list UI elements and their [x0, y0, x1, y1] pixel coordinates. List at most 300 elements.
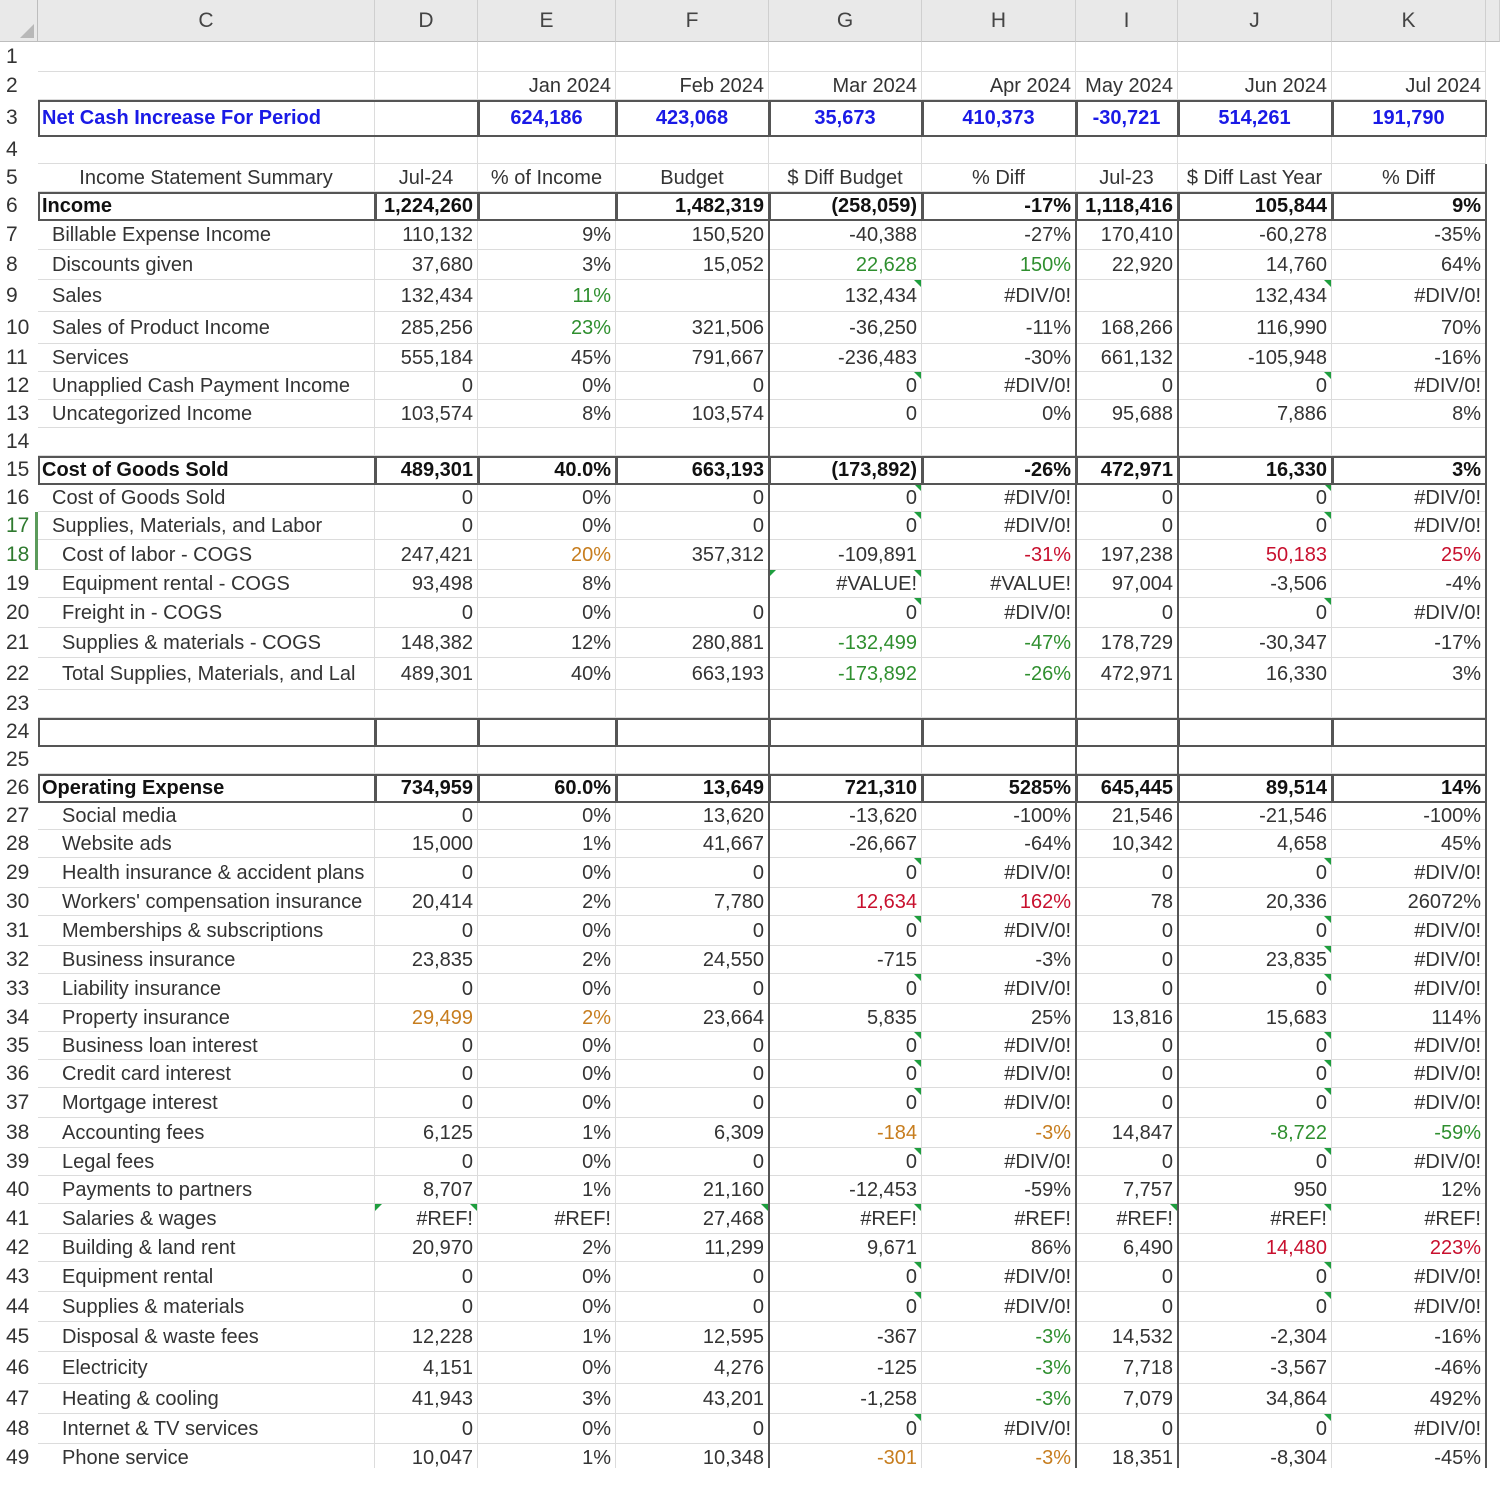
cell-K32[interactable]: #DIV/0! [1332, 946, 1486, 974]
cell-D6[interactable]: 1,224,260 [375, 192, 478, 220]
cell-I44[interactable]: 0 [1076, 1292, 1178, 1322]
cell-J44[interactable]: 0 [1178, 1292, 1332, 1322]
cell-E17[interactable]: 0% [478, 512, 616, 540]
cell-G9[interactable]: 132,434 [769, 280, 922, 312]
cell-D13[interactable]: 103,574 [375, 400, 478, 428]
cell-J3[interactable]: 514,261 [1178, 100, 1332, 136]
cell-J34[interactable]: 15,683 [1178, 1004, 1332, 1032]
cell-J12[interactable]: 0 [1178, 372, 1332, 400]
cell-K16[interactable]: #DIV/0! [1332, 484, 1486, 512]
cell-G13[interactable]: 0 [769, 400, 922, 428]
cell-J48[interactable]: 0 [1178, 1414, 1332, 1444]
cell-D32[interactable]: 23,835 [375, 946, 478, 974]
cell-C48[interactable]: Internet & TV services [38, 1414, 375, 1444]
cell-K35[interactable]: #DIV/0! [1332, 1032, 1486, 1060]
cell-D4[interactable] [375, 136, 478, 164]
cell-H42[interactable]: 86% [922, 1234, 1076, 1262]
cell-H5[interactable]: % Diff [922, 164, 1076, 192]
cell-K25[interactable] [1332, 746, 1486, 774]
cell-F25[interactable] [616, 746, 769, 774]
cell-G29[interactable]: 0 [769, 858, 922, 888]
cell-F48[interactable]: 0 [616, 1414, 769, 1444]
row-header-9[interactable]: 9 [0, 280, 38, 312]
row-header-5[interactable]: 5 [0, 164, 38, 192]
cell-F32[interactable]: 24,550 [616, 946, 769, 974]
cell-F16[interactable]: 0 [616, 484, 769, 512]
cell-J22[interactable]: 16,330 [1178, 658, 1332, 690]
cell-E7[interactable]: 9% [478, 220, 616, 250]
cell-H7[interactable]: -27% [922, 220, 1076, 250]
cell-C41[interactable]: Salaries & wages [38, 1204, 375, 1234]
cell-C2[interactable] [38, 72, 375, 100]
cell-F17[interactable]: 0 [616, 512, 769, 540]
cell-K46[interactable]: -46% [1332, 1352, 1486, 1384]
cell-I11[interactable]: 661,132 [1076, 344, 1178, 372]
cell-E11[interactable]: 45% [478, 344, 616, 372]
cell-K8[interactable]: 64% [1332, 250, 1486, 280]
cell-K43[interactable]: #DIV/0! [1332, 1262, 1486, 1292]
cell-H28[interactable]: -64% [922, 830, 1076, 858]
cell-J38[interactable]: -8,722 [1178, 1118, 1332, 1148]
cell-J43[interactable]: 0 [1178, 1262, 1332, 1292]
cell-C45[interactable]: Disposal & waste fees [38, 1322, 375, 1352]
cell-J35[interactable]: 0 [1178, 1032, 1332, 1060]
cell-H37[interactable]: #DIV/0! [922, 1088, 1076, 1118]
cell-J45[interactable]: -2,304 [1178, 1322, 1332, 1352]
cell-C12[interactable]: Unapplied Cash Payment Income [38, 372, 375, 400]
cell-K7[interactable]: -35% [1332, 220, 1486, 250]
cell-C24[interactable] [38, 718, 375, 746]
cell-F35[interactable]: 0 [616, 1032, 769, 1060]
row-header-25[interactable]: 25 [0, 746, 38, 774]
cell-E16[interactable]: 0% [478, 484, 616, 512]
cell-G2[interactable]: Mar 2024 [769, 72, 922, 100]
cell-F45[interactable]: 12,595 [616, 1322, 769, 1352]
cell-I4[interactable] [1076, 136, 1178, 164]
cell-J14[interactable] [1178, 428, 1332, 456]
cell-E47[interactable]: 3% [478, 1384, 616, 1414]
cell-E30[interactable]: 2% [478, 888, 616, 916]
cell-E21[interactable]: 12% [478, 628, 616, 658]
cell-E20[interactable]: 0% [478, 598, 616, 628]
cell-G44[interactable]: 0 [769, 1292, 922, 1322]
cell-H47[interactable]: -3% [922, 1384, 1076, 1414]
cell-C33[interactable]: Liability insurance [38, 974, 375, 1004]
cell-G12[interactable]: 0 [769, 372, 922, 400]
cell-F3[interactable]: 423,068 [616, 100, 769, 136]
cell-F13[interactable]: 103,574 [616, 400, 769, 428]
cell-C37[interactable]: Mortgage interest [38, 1088, 375, 1118]
cell-D42[interactable]: 20,970 [375, 1234, 478, 1262]
cell-J23[interactable] [1178, 690, 1332, 718]
cell-D41[interactable]: #REF! [375, 1204, 478, 1234]
cell-F1[interactable] [616, 42, 769, 72]
cell-K10[interactable]: 70% [1332, 312, 1486, 344]
cell-G39[interactable]: 0 [769, 1148, 922, 1176]
cell-E31[interactable]: 0% [478, 916, 616, 946]
cell-I20[interactable]: 0 [1076, 598, 1178, 628]
cell-K5[interactable]: % Diff [1332, 164, 1486, 192]
cell-F41[interactable]: 27,468 [616, 1204, 769, 1234]
cell-D27[interactable]: 0 [375, 802, 478, 830]
cell-I32[interactable]: 0 [1076, 946, 1178, 974]
cell-F15[interactable]: 663,193 [616, 456, 769, 484]
column-header-e[interactable]: E [478, 0, 616, 42]
cell-J31[interactable]: 0 [1178, 916, 1332, 946]
cell-F5[interactable]: Budget [616, 164, 769, 192]
cell-H25[interactable] [922, 746, 1076, 774]
cell-J40[interactable]: 950 [1178, 1176, 1332, 1204]
cell-E39[interactable]: 0% [478, 1148, 616, 1176]
cell-G1[interactable] [769, 42, 922, 72]
cell-D24[interactable] [375, 718, 478, 746]
cell-E26[interactable]: 60.0% [478, 774, 616, 802]
row-header-19[interactable]: 19 [0, 570, 38, 598]
row-header-35[interactable]: 35 [0, 1032, 38, 1060]
cell-I42[interactable]: 6,490 [1076, 1234, 1178, 1262]
row-header-31[interactable]: 31 [0, 916, 38, 946]
cell-H13[interactable]: 0% [922, 400, 1076, 428]
cell-F34[interactable]: 23,664 [616, 1004, 769, 1032]
row-header-42[interactable]: 42 [0, 1234, 38, 1262]
cell-D8[interactable]: 37,680 [375, 250, 478, 280]
cell-C19[interactable]: Equipment rental - COGS [38, 570, 375, 598]
cell-H22[interactable]: -26% [922, 658, 1076, 690]
cell-J49[interactable]: -8,304 [1178, 1444, 1332, 1468]
cell-G20[interactable]: 0 [769, 598, 922, 628]
cell-D38[interactable]: 6,125 [375, 1118, 478, 1148]
cell-E41[interactable]: #REF! [478, 1204, 616, 1234]
cell-E48[interactable]: 0% [478, 1414, 616, 1444]
cell-K41[interactable]: #REF! [1332, 1204, 1486, 1234]
cell-G7[interactable]: -40,388 [769, 220, 922, 250]
cell-H41[interactable]: #REF! [922, 1204, 1076, 1234]
cell-H40[interactable]: -59% [922, 1176, 1076, 1204]
cell-G43[interactable]: 0 [769, 1262, 922, 1292]
cell-H32[interactable]: -3% [922, 946, 1076, 974]
cell-H23[interactable] [922, 690, 1076, 718]
cell-H27[interactable]: -100% [922, 802, 1076, 830]
cell-I5[interactable]: Jul-23 [1076, 164, 1178, 192]
cell-J46[interactable]: -3,567 [1178, 1352, 1332, 1384]
column-header-f[interactable]: F [616, 0, 769, 42]
cell-C10[interactable]: Sales of Product Income [38, 312, 375, 344]
cell-E1[interactable] [478, 42, 616, 72]
cell-I13[interactable]: 95,688 [1076, 400, 1178, 428]
cell-J2[interactable]: Jun 2024 [1178, 72, 1332, 100]
column-header-c[interactable]: C [38, 0, 375, 42]
cell-C42[interactable]: Building & land rent [38, 1234, 375, 1262]
row-header-11[interactable]: 11 [0, 344, 38, 372]
cell-H15[interactable]: -26% [922, 456, 1076, 484]
cell-D20[interactable]: 0 [375, 598, 478, 628]
row-header-22[interactable]: 22 [0, 658, 38, 690]
cell-D39[interactable]: 0 [375, 1148, 478, 1176]
cell-K40[interactable]: 12% [1332, 1176, 1486, 1204]
cell-H26[interactable]: 5285% [922, 774, 1076, 802]
cell-C31[interactable]: Memberships & subscriptions [38, 916, 375, 946]
cell-J15[interactable]: 16,330 [1178, 456, 1332, 484]
cell-I41[interactable]: #REF! [1076, 1204, 1178, 1234]
cell-K33[interactable]: #DIV/0! [1332, 974, 1486, 1004]
cell-K22[interactable]: 3% [1332, 658, 1486, 690]
cell-F20[interactable]: 0 [616, 598, 769, 628]
cell-J16[interactable]: 0 [1178, 484, 1332, 512]
cell-D34[interactable]: 29,499 [375, 1004, 478, 1032]
cell-J4[interactable] [1178, 136, 1332, 164]
cell-C40[interactable]: Payments to partners [38, 1176, 375, 1204]
cell-D17[interactable]: 0 [375, 512, 478, 540]
cell-I12[interactable]: 0 [1076, 372, 1178, 400]
cell-D46[interactable]: 4,151 [375, 1352, 478, 1384]
cell-H31[interactable]: #DIV/0! [922, 916, 1076, 946]
cell-C36[interactable]: Credit card interest [38, 1060, 375, 1088]
cell-E24[interactable] [478, 718, 616, 746]
cell-J24[interactable] [1178, 718, 1332, 746]
cell-K42[interactable]: 223% [1332, 1234, 1486, 1262]
cell-F8[interactable]: 15,052 [616, 250, 769, 280]
cell-F2[interactable]: Feb 2024 [616, 72, 769, 100]
row-header-38[interactable]: 38 [0, 1118, 38, 1148]
row-header-46[interactable]: 46 [0, 1352, 38, 1384]
cell-I18[interactable]: 197,238 [1076, 540, 1178, 570]
cell-K12[interactable]: #DIV/0! [1332, 372, 1486, 400]
cell-I45[interactable]: 14,532 [1076, 1322, 1178, 1352]
cell-C23[interactable] [38, 690, 375, 718]
cell-I15[interactable]: 472,971 [1076, 456, 1178, 484]
cell-C14[interactable] [38, 428, 375, 456]
cell-F47[interactable]: 43,201 [616, 1384, 769, 1414]
cell-G24[interactable] [769, 718, 922, 746]
row-header-27[interactable]: 27 [0, 802, 38, 830]
cell-J39[interactable]: 0 [1178, 1148, 1332, 1176]
cell-F29[interactable]: 0 [616, 858, 769, 888]
cell-F21[interactable]: 280,881 [616, 628, 769, 658]
cell-J26[interactable]: 89,514 [1178, 774, 1332, 802]
cell-H44[interactable]: #DIV/0! [922, 1292, 1076, 1322]
cell-F26[interactable]: 13,649 [616, 774, 769, 802]
cell-D25[interactable] [375, 746, 478, 774]
cell-H43[interactable]: #DIV/0! [922, 1262, 1076, 1292]
cell-G25[interactable] [769, 746, 922, 774]
cell-J36[interactable]: 0 [1178, 1060, 1332, 1088]
cell-G28[interactable]: -26,667 [769, 830, 922, 858]
cell-E49[interactable]: 1% [478, 1444, 616, 1468]
cell-F24[interactable] [616, 718, 769, 746]
cell-E25[interactable] [478, 746, 616, 774]
cell-H6[interactable]: -17% [922, 192, 1076, 220]
cell-I38[interactable]: 14,847 [1076, 1118, 1178, 1148]
cell-D14[interactable] [375, 428, 478, 456]
cell-H11[interactable]: -30% [922, 344, 1076, 372]
cell-I10[interactable]: 168,266 [1076, 312, 1178, 344]
cell-E15[interactable]: 40.0% [478, 456, 616, 484]
cell-D26[interactable]: 734,959 [375, 774, 478, 802]
cell-E46[interactable]: 0% [478, 1352, 616, 1384]
cell-J11[interactable]: -105,948 [1178, 344, 1332, 372]
cell-K9[interactable]: #DIV/0! [1332, 280, 1486, 312]
cell-I19[interactable]: 97,004 [1076, 570, 1178, 598]
cell-F7[interactable]: 150,520 [616, 220, 769, 250]
cell-J42[interactable]: 14,480 [1178, 1234, 1332, 1262]
row-header-30[interactable]: 30 [0, 888, 38, 916]
cell-I34[interactable]: 13,816 [1076, 1004, 1178, 1032]
cell-H39[interactable]: #DIV/0! [922, 1148, 1076, 1176]
row-header-37[interactable]: 37 [0, 1088, 38, 1118]
cell-J29[interactable]: 0 [1178, 858, 1332, 888]
cell-F39[interactable]: 0 [616, 1148, 769, 1176]
cell-E27[interactable]: 0% [478, 802, 616, 830]
cell-F12[interactable]: 0 [616, 372, 769, 400]
cell-G23[interactable] [769, 690, 922, 718]
cell-I30[interactable]: 78 [1076, 888, 1178, 916]
cell-H45[interactable]: -3% [922, 1322, 1076, 1352]
cell-F4[interactable] [616, 136, 769, 164]
cell-H20[interactable]: #DIV/0! [922, 598, 1076, 628]
row-header-18[interactable]: 18 [0, 540, 38, 570]
cell-G18[interactable]: -109,891 [769, 540, 922, 570]
cell-F49[interactable]: 10,348 [616, 1444, 769, 1468]
row-header-41[interactable]: 41 [0, 1204, 38, 1234]
cell-K29[interactable]: #DIV/0! [1332, 858, 1486, 888]
cell-G32[interactable]: -715 [769, 946, 922, 974]
cell-H14[interactable] [922, 428, 1076, 456]
cell-C34[interactable]: Property insurance [38, 1004, 375, 1032]
cell-F42[interactable]: 11,299 [616, 1234, 769, 1262]
cell-G27[interactable]: -13,620 [769, 802, 922, 830]
cell-H1[interactable] [922, 42, 1076, 72]
cell-G30[interactable]: 12,634 [769, 888, 922, 916]
row-header-4[interactable]: 4 [0, 136, 38, 164]
cell-C6[interactable]: Income [38, 192, 375, 220]
cell-G46[interactable]: -125 [769, 1352, 922, 1384]
cell-E2[interactable]: Jan 2024 [478, 72, 616, 100]
cell-D21[interactable]: 148,382 [375, 628, 478, 658]
cell-E22[interactable]: 40% [478, 658, 616, 690]
cell-I39[interactable]: 0 [1076, 1148, 1178, 1176]
cell-D30[interactable]: 20,414 [375, 888, 478, 916]
row-header-17[interactable]: 17 [0, 512, 38, 540]
cell-D45[interactable]: 12,228 [375, 1322, 478, 1352]
cell-E14[interactable] [478, 428, 616, 456]
cell-G11[interactable]: -236,483 [769, 344, 922, 372]
column-header-i[interactable]: I [1076, 0, 1178, 42]
row-header-15[interactable]: 15 [0, 456, 38, 484]
row-header-34[interactable]: 34 [0, 1004, 38, 1032]
row-header-36[interactable]: 36 [0, 1060, 38, 1088]
cell-H18[interactable]: -31% [922, 540, 1076, 570]
cell-G38[interactable]: -184 [769, 1118, 922, 1148]
cell-D37[interactable]: 0 [375, 1088, 478, 1118]
cell-C20[interactable]: Freight in - COGS [38, 598, 375, 628]
row-header-20[interactable]: 20 [0, 598, 38, 628]
cell-E44[interactable]: 0% [478, 1292, 616, 1322]
cell-F43[interactable]: 0 [616, 1262, 769, 1292]
cell-G16[interactable]: 0 [769, 484, 922, 512]
cell-G26[interactable]: 721,310 [769, 774, 922, 802]
cell-I16[interactable]: 0 [1076, 484, 1178, 512]
cell-F22[interactable]: 663,193 [616, 658, 769, 690]
cell-E40[interactable]: 1% [478, 1176, 616, 1204]
cell-K19[interactable]: -4% [1332, 570, 1486, 598]
cell-G3[interactable]: 35,673 [769, 100, 922, 136]
cell-G34[interactable]: 5,835 [769, 1004, 922, 1032]
cell-G42[interactable]: 9,671 [769, 1234, 922, 1262]
row-header-1[interactable]: 1 [0, 42, 38, 72]
cell-H34[interactable]: 25% [922, 1004, 1076, 1032]
cell-F36[interactable]: 0 [616, 1060, 769, 1088]
cell-J32[interactable]: 23,835 [1178, 946, 1332, 974]
cell-G37[interactable]: 0 [769, 1088, 922, 1118]
cell-I46[interactable]: 7,718 [1076, 1352, 1178, 1384]
cell-C47[interactable]: Heating & cooling [38, 1384, 375, 1414]
cell-I2[interactable]: May 2024 [1076, 72, 1178, 100]
cell-D29[interactable]: 0 [375, 858, 478, 888]
cell-C11[interactable]: Services [38, 344, 375, 372]
cell-D44[interactable]: 0 [375, 1292, 478, 1322]
cell-F10[interactable]: 321,506 [616, 312, 769, 344]
cell-D2[interactable] [375, 72, 478, 100]
cell-J47[interactable]: 34,864 [1178, 1384, 1332, 1414]
cell-I7[interactable]: 170,410 [1076, 220, 1178, 250]
cell-K17[interactable]: #DIV/0! [1332, 512, 1486, 540]
cell-E9[interactable]: 11% [478, 280, 616, 312]
cell-K11[interactable]: -16% [1332, 344, 1486, 372]
cell-G33[interactable]: 0 [769, 974, 922, 1004]
cell-C16[interactable]: Cost of Goods Sold [38, 484, 375, 512]
cell-K28[interactable]: 45% [1332, 830, 1486, 858]
cell-D48[interactable]: 0 [375, 1414, 478, 1444]
cell-I43[interactable]: 0 [1076, 1262, 1178, 1292]
cell-D31[interactable]: 0 [375, 916, 478, 946]
cell-H4[interactable] [922, 136, 1076, 164]
cell-D35[interactable]: 0 [375, 1032, 478, 1060]
cell-F28[interactable]: 41,667 [616, 830, 769, 858]
cell-D28[interactable]: 15,000 [375, 830, 478, 858]
cell-F33[interactable]: 0 [616, 974, 769, 1004]
cell-K1[interactable] [1332, 42, 1486, 72]
cell-C46[interactable]: Electricity [38, 1352, 375, 1384]
cell-K2[interactable]: Jul 2024 [1332, 72, 1486, 100]
cell-E43[interactable]: 0% [478, 1262, 616, 1292]
cell-H3[interactable]: 410,373 [922, 100, 1076, 136]
cell-E34[interactable]: 2% [478, 1004, 616, 1032]
cell-E28[interactable]: 1% [478, 830, 616, 858]
cell-H46[interactable]: -3% [922, 1352, 1076, 1384]
cell-H49[interactable]: -3% [922, 1444, 1076, 1468]
cell-D1[interactable] [375, 42, 478, 72]
cell-K24[interactable] [1332, 718, 1486, 746]
cell-D36[interactable]: 0 [375, 1060, 478, 1088]
cell-K3[interactable]: 191,790 [1332, 100, 1486, 136]
cell-D3[interactable] [375, 100, 478, 136]
cell-F27[interactable]: 13,620 [616, 802, 769, 830]
cell-I33[interactable]: 0 [1076, 974, 1178, 1004]
cell-J25[interactable] [1178, 746, 1332, 774]
cell-H12[interactable]: #DIV/0! [922, 372, 1076, 400]
cell-H8[interactable]: 150% [922, 250, 1076, 280]
cell-G21[interactable]: -132,499 [769, 628, 922, 658]
row-header-13[interactable]: 13 [0, 400, 38, 428]
row-header-29[interactable]: 29 [0, 858, 38, 888]
column-header-k[interactable]: K [1332, 0, 1486, 42]
cell-K37[interactable]: #DIV/0! [1332, 1088, 1486, 1118]
cell-H29[interactable]: #DIV/0! [922, 858, 1076, 888]
row-header-43[interactable]: 43 [0, 1262, 38, 1292]
cell-I35[interactable]: 0 [1076, 1032, 1178, 1060]
row-header-23[interactable]: 23 [0, 690, 38, 718]
cell-G47[interactable]: -1,258 [769, 1384, 922, 1414]
